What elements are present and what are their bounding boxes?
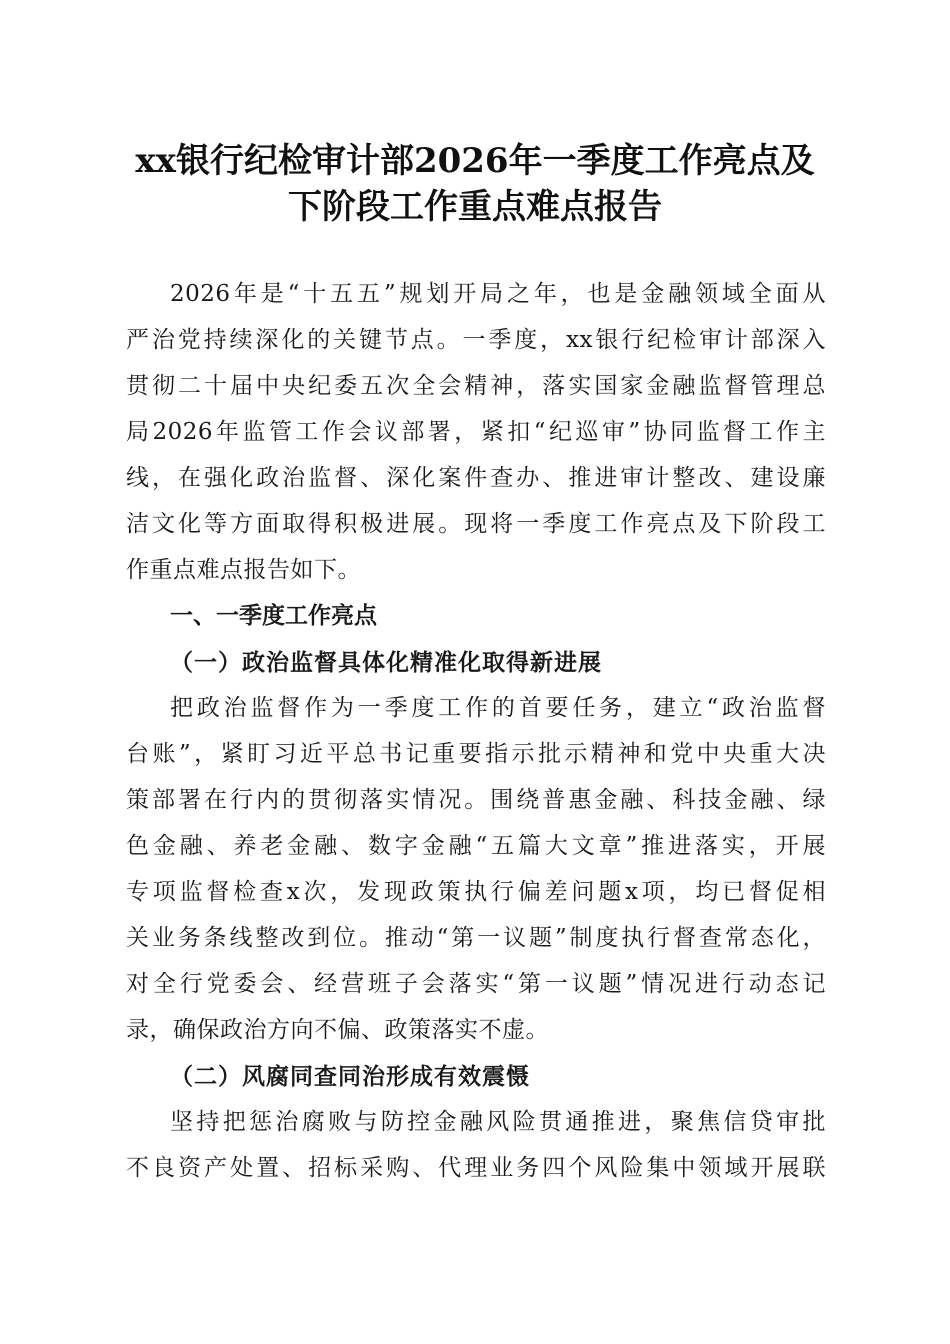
intro-line: 严治党持续深化的关键节点。一季度，xx银行纪检审计部深入 (126, 327, 826, 353)
section-heading-1: 一、一季度工作亮点 (170, 603, 377, 629)
paragraph-line: 把政治监督作为一季度工作的首要任务，建立“政治监督 (170, 695, 826, 721)
paragraph-line: 专项监督检查x次，发现政策执行偏差问题x项，均已督促相 (126, 879, 826, 905)
paragraph-line: 坚持把惩治腐败与防控金融风险贯通推进，聚焦信贷审批 (170, 1109, 826, 1135)
paragraph-line: 录，确保政治方向不偏、政策落实不虚。 (126, 1017, 549, 1043)
document-title-line-2: 下阶段工作重点难点报告 (288, 187, 662, 227)
intro-line: 作重点难点报告如下。 (126, 557, 361, 583)
sub-heading-1: （一）政治监督具体化精准化取得新进展 (170, 649, 602, 676)
paragraph-line: 关业务条线整改到位。推动“第一议题”制度执行督查常态化， (126, 925, 826, 951)
sub-heading-2: （二）风腐同查同治形成有效震慑 (170, 1063, 530, 1090)
intro-line: 线，在强化政治监督、深化案件查办、推进审计整改、建设廉 (126, 465, 826, 491)
intro-line: 局2026年监管工作会议部署，紧扣“纪巡审”协同监督工作主 (126, 419, 826, 445)
intro-line: 贯彻二十届中央纪委五次全会精神，落实国家金融监督管理总 (126, 373, 826, 399)
paragraph-line: 不良资产处置、招标采购、代理业务四个风险集中领域开展联 (126, 1155, 826, 1181)
paragraph-line: 对全行党委会、经营班子会落实“第一议题”情况进行动态记 (126, 971, 826, 997)
intro-line: 洁文化等方面取得积极进展。现将一季度工作亮点及下阶段工 (126, 511, 826, 537)
paragraph-line: 台账”，紧盯习近平总书记重要指示批示精神和党中央重大决 (126, 741, 826, 767)
paragraph-line: 策部署在行内的贯彻落实情况。围绕普惠金融、科技金融、绿 (126, 787, 826, 813)
paragraph-line: 色金融、养老金融、数字金融“五篇大文章”推进落实，开展 (126, 833, 826, 859)
intro-line: 2026年是“十五五”规划开局之年，也是金融领域全面从 (170, 281, 826, 307)
document-title-line-1: xx银行纪检审计部2026年一季度工作亮点及 (135, 141, 815, 181)
